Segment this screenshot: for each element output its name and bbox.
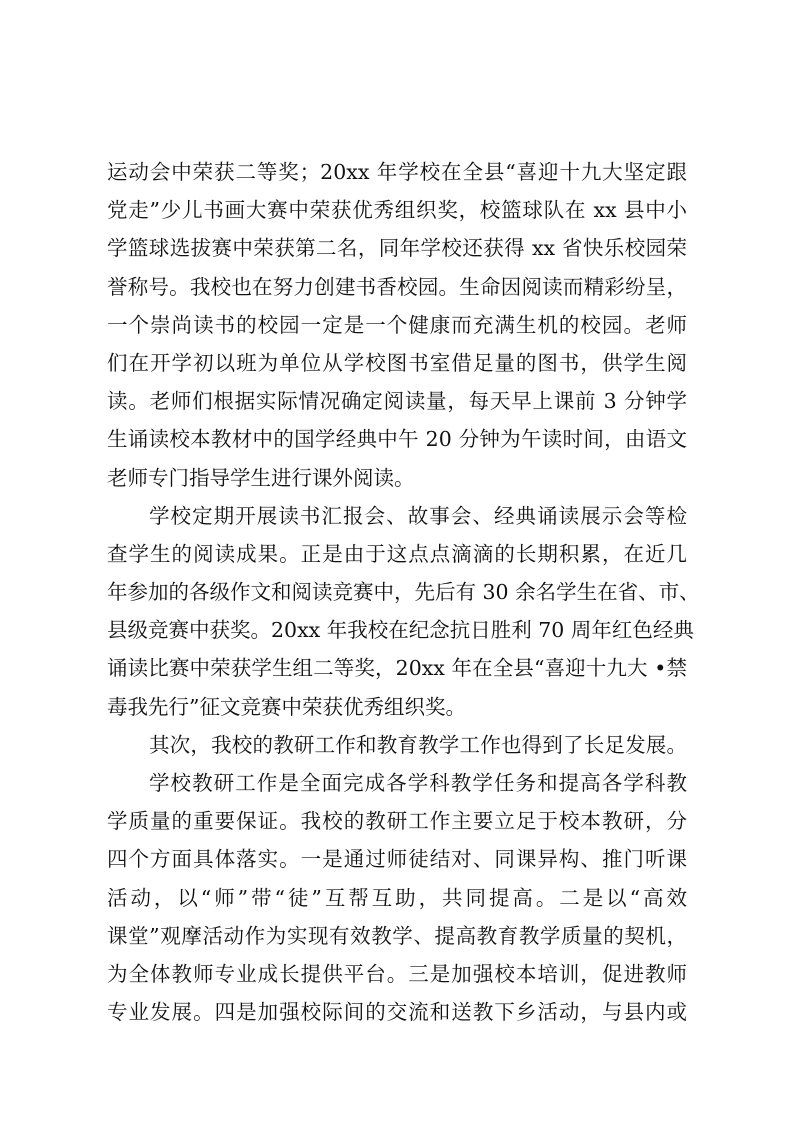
text-line: 为全体教师专业成长提供平台。三是加强校本培训，促进教师 [107,961,687,986]
text-line: 活动，以“师”带“徒”互帮互助，共同提高。二是以“高效 [107,885,687,910]
text-line: 运动会中荣获二等奖；20xx 年学校在全县“喜迎十九大坚定跟 [107,160,687,184]
paragraph-1 [107,153,687,497]
text-line: 生诵读校本教材中的国学经典中午 20 分钟为午读时间，由语文 [107,427,687,452]
paragraph-4 [107,764,687,1031]
text-line: 专业发展。四是加强校际间的交流和送教下乡活动，与县内或 [107,1000,687,1025]
text-line: 查学生的阅读成果。正是由于这点点滴滴的长期积累，在近几 [107,541,687,566]
paragraph-2 [107,497,700,726]
text-line: 诵读比赛中荣获学生组二等奖，20xx 年在全县“喜迎十九大 •禁 [107,656,687,681]
text-line: 四个方面具体落实。一是通过师徒结对、同课异构、推门听课 [107,847,687,872]
text-line: 老师专门指导学生进行课外阅读。 [107,465,415,490]
text-line: 学篮球选拔赛中荣获第二名，同年学校还获得 xx 省快乐校园荣 [107,236,687,261]
text-line: 学校教研工作是全面完成各学科教学任务和提高各学科教 [149,771,687,795]
document-page [107,153,700,1031]
text-line: 年参加的各级作文和阅读竞赛中，先后有 30 余名学生在省、市、 [107,580,700,605]
text-line: 课堂”观摩活动作为实现有效教学、提高教育教学质量的契机， [107,923,687,948]
paragraph-3 [107,726,687,764]
text-line: 学校定期开展读书汇报会、故事会、经典诵读展示会等检 [149,503,687,528]
text-line: 县级竞赛中获奖。20xx 年我校在纪念抗日胜利 70 周年红色经典 [107,618,694,643]
text-line: 毒我先行”征文竞赛中荣获优秀组织奖。 [107,694,466,719]
text-line: 们在开学初以班为单位从学校图书室借足量的图书，供学生阅 [107,350,687,375]
text-line: 一个崇尚读书的校园一定是一个健康而充满生机的校园。老师 [107,312,687,337]
text-line: 党走”少儿书画大赛中荣获优秀组织奖，校篮球队在 xx 县中小 [107,198,687,223]
text-line: 学质量的重要保证。我校的教研工作主要立足于校本教研，分 [107,809,687,834]
text-line: 其次，我校的教研工作和教育教学工作也得到了长足发展。 [149,732,687,757]
text-line: 读。老师们根据实际情况确定阅读量，每天早上课前 3 分钟学 [107,389,687,414]
text-line: 誉称号。我校也在努力创建书香校园。生命因阅读而精彩纷呈， [107,274,687,299]
